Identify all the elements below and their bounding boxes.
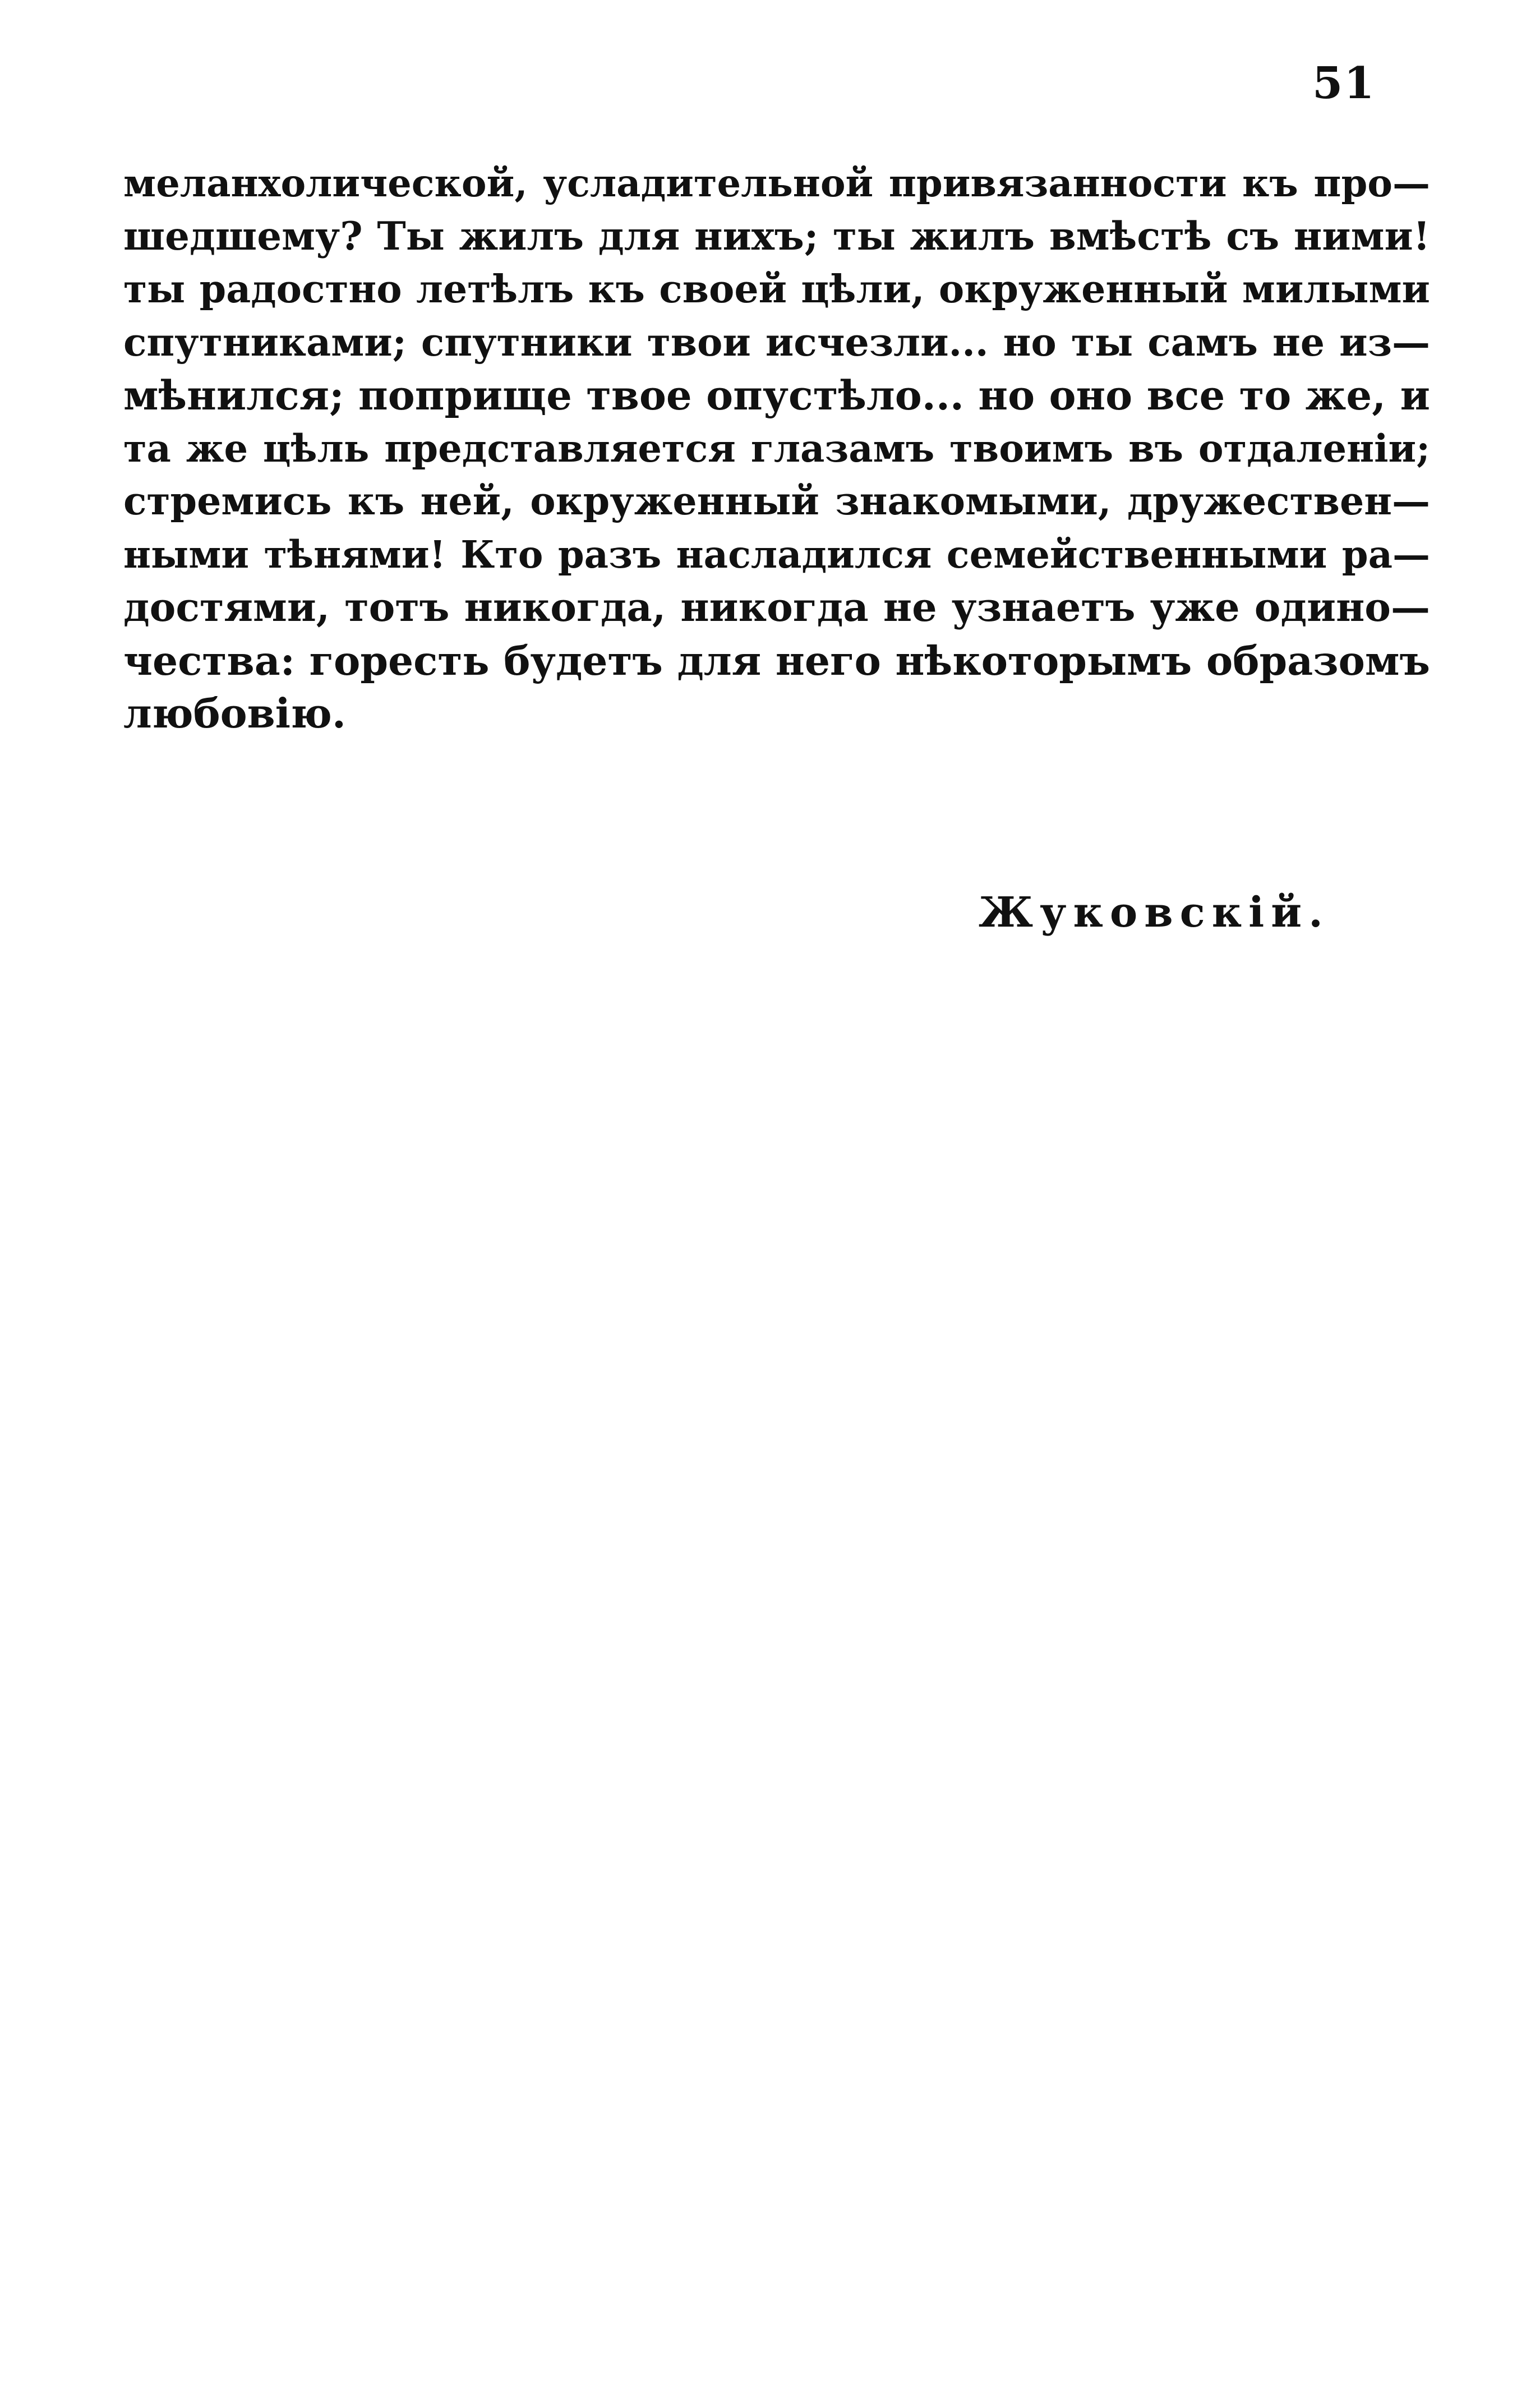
text-line: меланхолической, усладительной привязанности къ про— <box>123 161 1430 205</box>
text-line: чества: горесть будетъ для него нѣкоторымъ образомъ <box>123 637 1430 684</box>
body-paragraph <box>123 157 1430 740</box>
text-line: мѣнился; поприще твое опустѣло... но оно все то же, и <box>123 371 1430 419</box>
text-line: любовію. <box>123 689 346 737</box>
author-signature: Жуковскій. <box>979 888 1330 937</box>
text-line: та же цѣль представляется глазамъ твоимъ въ отдаленіи; <box>123 426 1430 471</box>
page-number: 51 <box>1312 58 1376 109</box>
text-line: ты радостно летѣлъ къ своей цѣли, окруженный милыми <box>123 267 1430 312</box>
text-line: спутниками; спутники твои исчезли... но ты самъ не из— <box>123 320 1430 365</box>
text-line: ными тѣнями! Кто разъ насладился семейственными ра— <box>123 532 1430 577</box>
text-line: стремись къ ней, окруженный знакомыми, дружествен— <box>123 479 1430 524</box>
text-line: достями, тотъ никогда, никогда не узнаетъ уже одино— <box>123 584 1430 630</box>
text-line: шедшему? Ты жилъ для нихъ; ты жилъ вмѣстѣ съ ними! <box>123 213 1430 259</box>
